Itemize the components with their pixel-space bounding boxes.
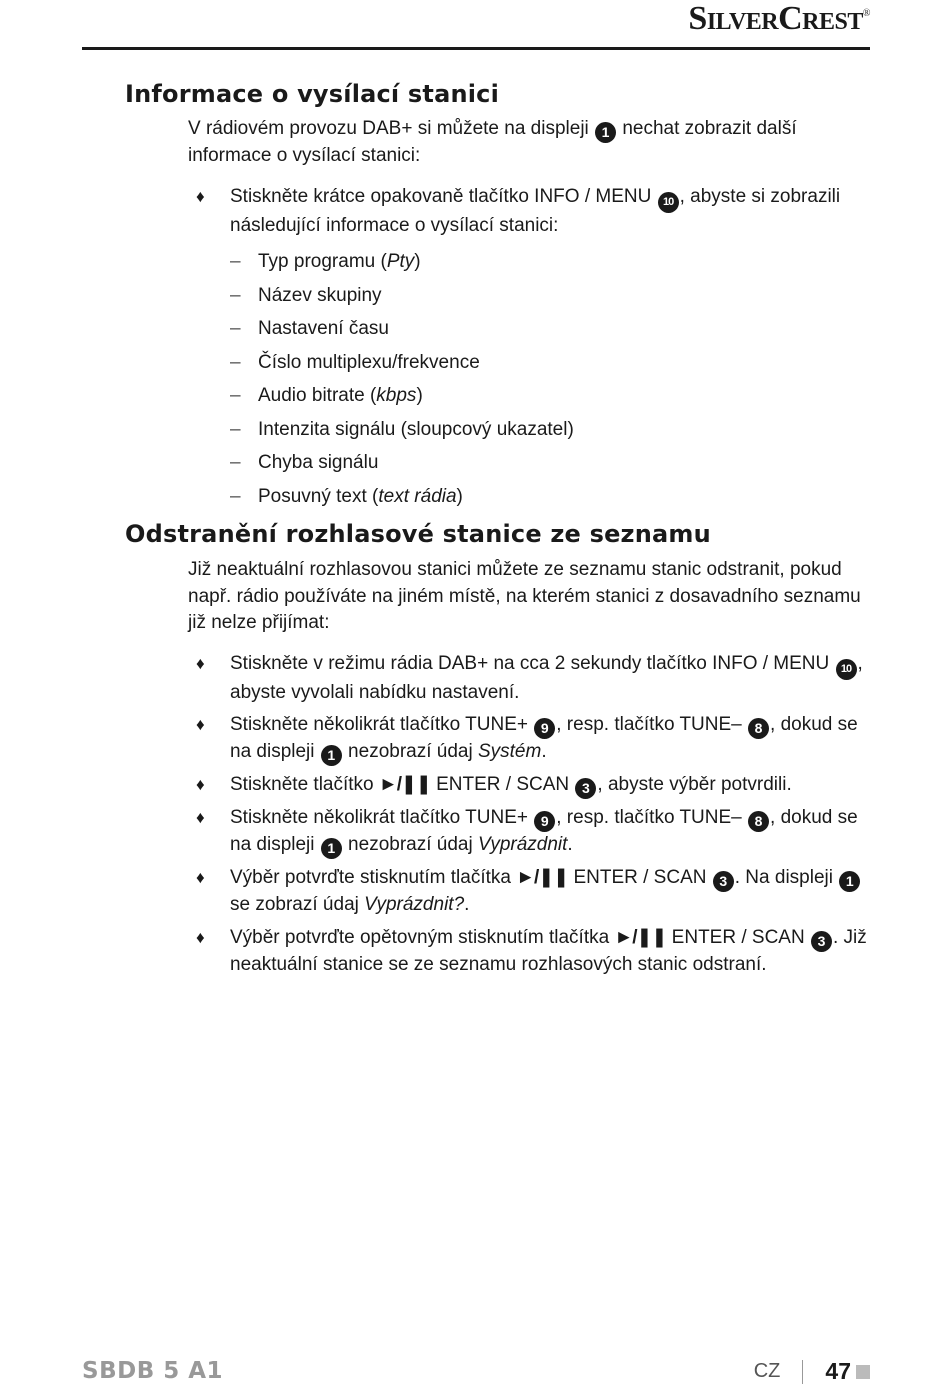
remove-station-intro: Již neaktuální rozhlasovou stanici můžete ze seznamu stanic odstranit, pokud např. rádio používáte na jiném místě, na kterém stanici z dosavadního seznamu již nelze přijímat: (188, 559, 861, 633)
display-number-badge: 1 (595, 122, 616, 143)
footer-square-icon (856, 1365, 870, 1379)
step-item: ♦ Stiskněte několikrát tlačítko TUNE+ 9 , resp. tlačítko TUNE– 8 , dokud se na displeji 1 nezobrazí údaj Systém. (230, 712, 870, 766)
list-item: – Typ programu (Pty) (258, 245, 875, 279)
footer-page-info (754, 1358, 870, 1385)
button-number-badge: 9 (534, 718, 555, 739)
bullet-diamond-icon: ♦ (196, 868, 205, 887)
bullet-diamond-icon: ♦ (196, 186, 205, 206)
step-item: ♦ Výběr potvrďte stisknutím tlačítka ►/❚❚ ENTER / SCAN 3 . Na displeji 1 se zobrazí údaj Vyprázdnit?. (230, 865, 870, 919)
play-pause-icon: ►/❚❚ (378, 774, 431, 795)
bullet-diamond-icon: ♦ (196, 653, 205, 673)
button-number-badge: 3 (713, 871, 734, 892)
list-item: – Posuvný text (text rádia) (258, 480, 875, 514)
step-item: ♦ Stiskněte tlačítko ►/❚❚ ENTER / SCAN 3 , abyste výběr potvrdili. (230, 772, 870, 799)
station-info-bullet: ♦ Stiskněte krátce opakovaně tlačítko INFO / MENU 10 , abyste si zobrazili následující informace o vysílací stanici: (196, 185, 841, 236)
remove-station-steps (125, 651, 875, 979)
page-content (125, 80, 875, 984)
list-item: – Název skupiny (258, 279, 875, 313)
play-pause-icon: ►/❚❚ (516, 867, 569, 888)
footer-separator (802, 1360, 803, 1384)
bullet-diamond-icon: ♦ (196, 927, 205, 947)
list-item: – Nastavení času (258, 312, 875, 346)
list-item: – Číslo multiplexu/frekvence (258, 346, 875, 380)
button-number-badge: 1 (321, 745, 342, 766)
bullet-diamond-icon: ♦ (196, 775, 205, 794)
info-menu-number-badge: 10 (658, 192, 679, 213)
button-number-badge: 1 (321, 838, 342, 859)
play-pause-icon: ►/❚❚ (614, 926, 667, 948)
footer-model: SBDB 5 A1 (82, 1358, 224, 1384)
button-number-badge: 8 (748, 811, 769, 832)
section-title-station-info: Informace o vysílací stanici (125, 80, 500, 108)
button-number-badge: 10 (836, 659, 857, 680)
footer-language: CZ (753, 1360, 781, 1382)
bullet-diamond-icon: ♦ (196, 715, 205, 734)
list-item: – Intenzita signálu (sloupcový ukazatel) (258, 413, 875, 447)
station-info-list (125, 245, 875, 513)
button-number-badge: 8 (748, 718, 769, 739)
step-item: ♦ Stiskněte několikrát tlačítko TUNE+ 9 , resp. tlačítko TUNE– 8 , dokud se na displeji 1 nezobrazí údaj Vyprázdnit. (230, 805, 870, 859)
station-info-intro: V rádiovém provozu DAB+ si můžete na displeji 1 nechat zobrazit další informace o vysílací stanici: (188, 118, 797, 166)
section-title-remove-station: Odstranění rozhlasové stanice ze seznamu (125, 520, 711, 548)
bullet-diamond-icon: ♦ (196, 808, 205, 827)
button-number-badge: 3 (575, 778, 596, 799)
button-number-badge: 3 (811, 931, 832, 952)
step-item: ♦ Výběr potvrďte opětovným stisknutím tlačítka ►/❚❚ ENTER / SCAN 3 . Již neaktuální stanice se ze seznamu rozhlasových stanic odstraní. (196, 926, 867, 975)
list-item: – Audio bitrate (kbps) (258, 379, 875, 413)
button-number-badge: 1 (839, 871, 860, 892)
header-rule (82, 47, 870, 50)
page-number: 47 (825, 1358, 851, 1384)
button-number-badge: 9 (534, 811, 555, 832)
step-item: ♦ Stiskněte v režimu rádia DAB+ na cca 2 sekundy tlačítko INFO / MENU 10 , abyste vyvolali nabídku nastavení. (196, 652, 863, 703)
brand-logo: SilverCrest® (688, 0, 870, 37)
list-item: – Chyba signálu (258, 446, 875, 480)
